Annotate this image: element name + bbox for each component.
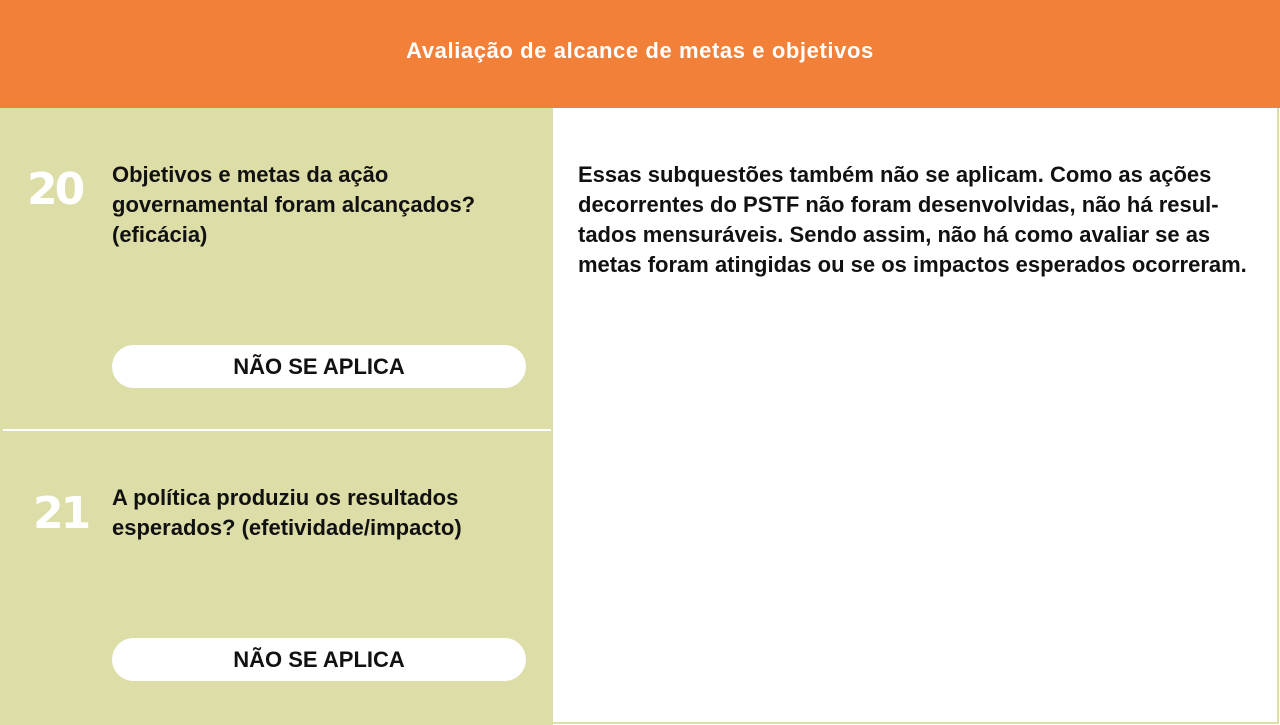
question-divider (3, 429, 551, 431)
answer-text (578, 160, 1270, 280)
answer-line: metas foram atingidas ou se os impactos esperados ocorreram. (578, 252, 1247, 277)
question-text-20: Objetivos e metas da ação governamental foram alcançados? (eficácia) (112, 162, 476, 247)
header-bar (0, 0, 1280, 108)
answer-line: tados mensuráveis. Sendo assim, não há como avaliar se as (578, 222, 1211, 247)
not-applicable-badge-21: NÃO SE APLICA (112, 638, 526, 681)
not-applicable-badge-20: NÃO SE APLICA (112, 345, 526, 388)
question-number-20: 20 (27, 164, 83, 215)
question-text-21: A política produziu os resultados esperados? (efetividade/impacto) (112, 485, 462, 540)
answer-line: decorrentes do PSTF não foram desenvolvidas, não há resul- (578, 192, 1219, 217)
question-number-21: 21 (33, 488, 89, 539)
answer-line: Essas subquestões também não se aplicam. Como as ações (578, 162, 1212, 187)
page-title: Avaliação de alcance de metas e objetivos (406, 38, 874, 63)
